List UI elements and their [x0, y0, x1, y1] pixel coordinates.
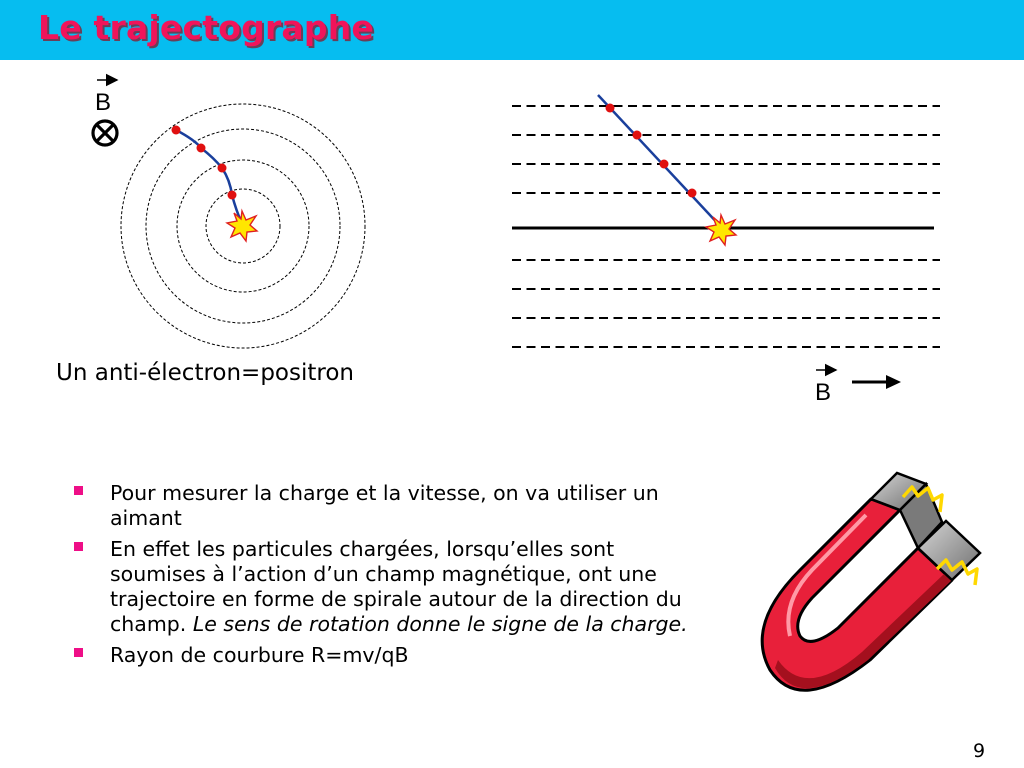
slide-title: Le trajectographe: [38, 8, 374, 47]
detector-layers-lower: [512, 260, 940, 347]
field-direction-arrow-icon: [852, 375, 901, 389]
hit-point: [218, 164, 227, 173]
bullet-marker: [74, 486, 83, 495]
positron-track: [176, 130, 242, 224]
hit-points-left: [172, 126, 237, 200]
bullet-item: [72, 537, 712, 637]
figure-caption: Un anti-électron=positron: [56, 360, 354, 386]
right-figure: [512, 95, 940, 406]
field-label-left: B: [95, 89, 112, 116]
bullet-text: Rayon de courbure R=mv/qB: [110, 643, 409, 667]
bullet-item: [72, 643, 712, 668]
hit-point: [606, 104, 615, 113]
hit-point: [197, 144, 206, 153]
field-into-page-icon: [93, 121, 117, 145]
left-figure: [93, 80, 365, 348]
page-number: 9: [973, 740, 986, 762]
horseshoe-magnet-icon: [762, 473, 980, 690]
bullet-marker: [74, 648, 83, 657]
bullet-item: [72, 481, 712, 531]
hit-point: [228, 191, 237, 200]
field-label-right: B: [815, 379, 832, 406]
straight-track: [598, 95, 722, 228]
bullet-text: En effet les particules chargées, lorsqu’elles sont soumises à l’action d’un champ magnétique, ont une trajectoire en forme de spirale autour de la direction du champ.: [110, 537, 682, 636]
bullet-text: Pour mesurer la charge et la vitesse, on va utiliser un aimant: [110, 481, 659, 530]
hit-point: [660, 160, 669, 169]
collision-burst-icon: [706, 215, 736, 245]
bullet-list: [72, 481, 712, 674]
bullet-emphasis: Le sens de rotation donne le signe de la charge.: [192, 612, 688, 636]
hit-point: [172, 126, 181, 135]
detector-layers-upper: [512, 106, 940, 193]
hit-point: [633, 131, 642, 140]
hit-point: [688, 189, 697, 198]
collision-burst-icon: [227, 211, 257, 241]
bullet-marker: [74, 542, 83, 551]
